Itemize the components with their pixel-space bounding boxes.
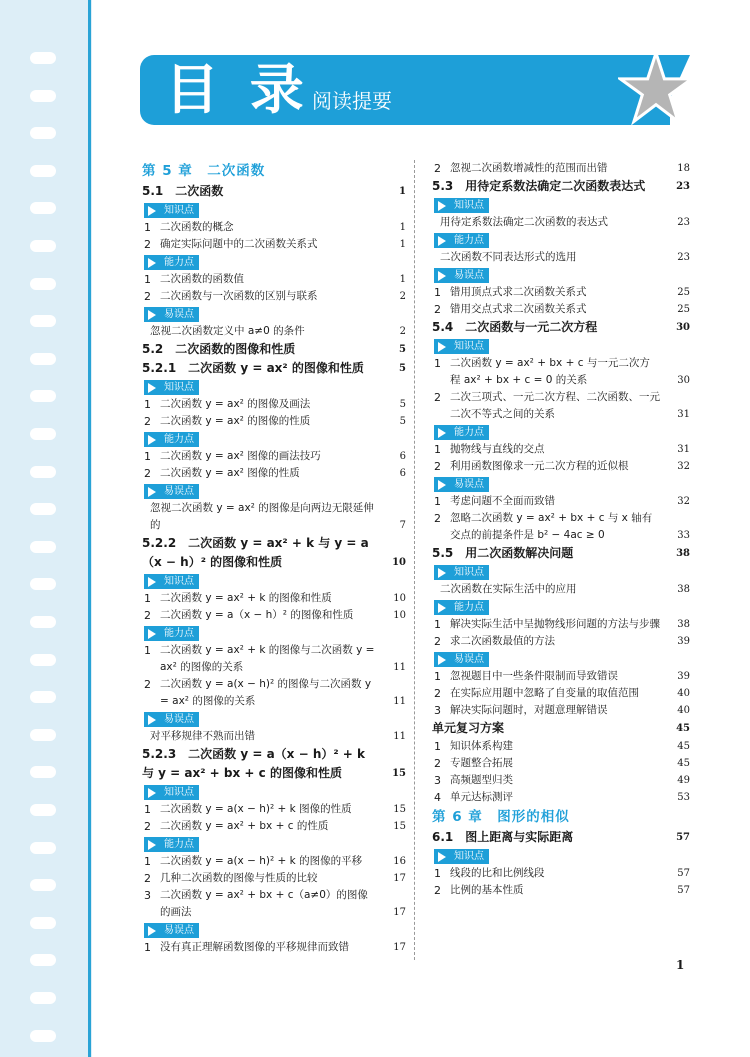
category-tag-row bbox=[432, 196, 690, 214]
toc-item bbox=[142, 465, 406, 482]
binder-hole bbox=[30, 1030, 56, 1042]
toc-entry-text: 二次函数与一次函数的区别与联系 bbox=[160, 290, 318, 302]
category-tag: 能力点 bbox=[144, 432, 199, 447]
toc-page-number: 10 bbox=[393, 593, 406, 604]
toc-entry-text: 抛物线与直线的交点 bbox=[450, 443, 545, 455]
category-tag-row bbox=[142, 482, 406, 500]
category-tag-row bbox=[142, 710, 406, 728]
toc-item bbox=[432, 702, 690, 719]
toc-item bbox=[432, 772, 690, 789]
category-tag: 知识点 bbox=[434, 198, 489, 213]
toc-page-number: 45 bbox=[676, 723, 690, 734]
toc-page-number: 1 bbox=[399, 222, 406, 233]
binder-hole bbox=[30, 992, 56, 1004]
binder-hole bbox=[30, 691, 56, 703]
toc-page-number: 23 bbox=[677, 252, 690, 263]
toc-page-number: 15 bbox=[392, 768, 406, 779]
toc-entry-text: 忽视二次函数增减性的范围而出错 bbox=[450, 162, 608, 174]
toc-page-number: 17 bbox=[393, 907, 406, 918]
page-number: 1 bbox=[676, 958, 685, 972]
toc-entry-text: 5.2.3 二次函数 y = a（x − h）² + k 与 y = ax² + bx + c 的图像和性质 bbox=[142, 747, 366, 780]
toc-page-number: 17 bbox=[393, 942, 406, 953]
category-tag: 易误点 bbox=[434, 268, 489, 283]
toc-page-number: 5 bbox=[399, 344, 406, 355]
toc-page-number: 5 bbox=[399, 399, 406, 410]
toc-section bbox=[432, 318, 690, 337]
category-tag: 易误点 bbox=[434, 477, 489, 492]
category-tag-row bbox=[432, 231, 690, 249]
toc-entry-text: 利用函数图像求一元二次方程的近似根 bbox=[450, 460, 629, 472]
item-number: 2 bbox=[144, 678, 151, 691]
toc-plain bbox=[432, 581, 690, 598]
toc-item bbox=[142, 939, 406, 956]
toc-entry-text: 解决实际问题时，对题意理解错误 bbox=[450, 704, 608, 716]
toc-entry-text: 5.2 二次函数的图像和性质 bbox=[142, 342, 296, 356]
toc-item bbox=[432, 355, 690, 389]
toc-page-number: 57 bbox=[677, 868, 690, 879]
toc-page-number: 38 bbox=[677, 619, 690, 630]
category-tag: 易误点 bbox=[144, 923, 199, 938]
toc-entry-text: 二次函数 y = ax² + bx + c（a≠0）的图像的画法 bbox=[160, 889, 368, 918]
toc-page-number: 49 bbox=[677, 775, 690, 786]
category-tag-row bbox=[142, 430, 406, 448]
item-number: 1 bbox=[144, 803, 151, 816]
binder-hole bbox=[30, 466, 56, 478]
toc-item bbox=[432, 668, 690, 685]
item-number: 2 bbox=[144, 467, 151, 480]
item-number: 1 bbox=[434, 286, 441, 299]
category-tag: 知识点 bbox=[144, 785, 199, 800]
toc-item bbox=[142, 413, 406, 430]
binder-hole bbox=[30, 654, 56, 666]
toc-section bbox=[432, 828, 690, 847]
category-tag-row bbox=[142, 783, 406, 801]
category-tag-row bbox=[142, 253, 406, 271]
toc-entry-text: 二次函数 y = a(x − h)² 的图像与二次函数 y = ax² 的图像的关系 bbox=[160, 678, 372, 707]
toc-page-number: 30 bbox=[676, 322, 690, 333]
item-number: 1 bbox=[434, 357, 441, 370]
category-tag-row bbox=[432, 475, 690, 493]
toc-entry-text: 忽视题目中一些条件限制而导致错误 bbox=[450, 670, 618, 682]
category-tag-row bbox=[432, 847, 690, 865]
toc-entry-text: 求二次函数最值的方法 bbox=[450, 635, 555, 647]
toc-entry-text: 忽略二次函数 y = ax² + bx + c 与 x 轴有交点的前提条件是 b² − 4ac ≥ 0 bbox=[450, 512, 653, 541]
toc-page-number: 5 bbox=[399, 416, 406, 427]
toc-page-number: 53 bbox=[677, 792, 690, 803]
toc-section bbox=[432, 719, 690, 738]
toc-entry-text: 6.1 图上距离与实际距离 bbox=[432, 830, 574, 844]
binder-hole bbox=[30, 390, 56, 402]
category-tag-row bbox=[142, 572, 406, 590]
item-number: 3 bbox=[434, 774, 441, 787]
item-number: 1 bbox=[434, 740, 441, 753]
toc-item bbox=[432, 685, 690, 702]
toc-item bbox=[432, 616, 690, 633]
binder-hole bbox=[30, 428, 56, 440]
category-tag-row bbox=[142, 921, 406, 939]
toc-item bbox=[432, 441, 690, 458]
toc-entry-text: 二次函数 y = ax² 图像的性质 bbox=[160, 467, 300, 479]
toc-entry-text: 单元达标测评 bbox=[450, 791, 513, 803]
item-number: 2 bbox=[144, 238, 151, 251]
toc-page-number: 25 bbox=[677, 304, 690, 315]
category-tag: 能力点 bbox=[434, 600, 489, 615]
toc-page-number: 6 bbox=[399, 451, 406, 462]
page-title: 目 录 bbox=[165, 58, 310, 121]
toc-entry-text: 二次函数 y = a（x − h）² 的图像和性质 bbox=[160, 609, 354, 621]
toc-entry-text: 二次函数的函数值 bbox=[160, 273, 244, 285]
toc-section bbox=[142, 340, 406, 359]
category-tag: 知识点 bbox=[434, 849, 489, 864]
toc-entry-text: 二次函数的概念 bbox=[160, 221, 234, 233]
category-tag-row bbox=[432, 563, 690, 581]
toc-page-number: 33 bbox=[677, 530, 690, 541]
item-number: 1 bbox=[434, 618, 441, 631]
toc-page-number: 31 bbox=[677, 444, 690, 455]
toc-page-number: 25 bbox=[677, 287, 690, 298]
toc-page-number: 23 bbox=[676, 181, 690, 192]
toc-item bbox=[432, 458, 690, 475]
binder-hole bbox=[30, 240, 56, 252]
toc-page-number: 39 bbox=[677, 636, 690, 647]
binder-hole bbox=[30, 842, 56, 854]
category-tag-row bbox=[432, 266, 690, 284]
category-tag: 易误点 bbox=[144, 307, 199, 322]
toc-item bbox=[142, 887, 406, 921]
toc-page-number: 57 bbox=[676, 832, 690, 843]
item-number: 3 bbox=[144, 889, 151, 902]
toc-page-number: 10 bbox=[392, 557, 406, 568]
toc-page-number: 2 bbox=[399, 291, 406, 302]
column-divider bbox=[414, 160, 415, 960]
item-number: 1 bbox=[434, 867, 441, 880]
toc-plain bbox=[432, 214, 690, 231]
binder-hole bbox=[30, 917, 56, 929]
toc-entry-text: 5.2.1 二次函数 y = ax² 的图像和性质 bbox=[142, 361, 364, 375]
toc-entry-text: 几种二次函数的图像与性质的比较 bbox=[160, 872, 318, 884]
toc-item bbox=[432, 865, 690, 882]
toc-item bbox=[432, 738, 690, 755]
toc-sub bbox=[142, 534, 406, 572]
toc-entry-text: 二次函数在实际生活中的应用 bbox=[440, 583, 577, 595]
toc-entry-text: 比例的基本性质 bbox=[450, 884, 524, 896]
toc-entry-text: 错用交点式求二次函数关系式 bbox=[450, 303, 587, 315]
toc-entry-text: 用待定系数法确定二次函数的表达式 bbox=[440, 216, 608, 228]
toc-plain bbox=[142, 323, 406, 340]
toc-entry-text: 解决实际生活中呈抛物线形问题的方法与步骤 bbox=[450, 618, 660, 630]
toc-item bbox=[142, 642, 406, 676]
toc-entry-text: 二次函数 y = ax² + k 的图像与二次函数 y = ax² 的图像的关系 bbox=[160, 644, 375, 673]
category-tag: 知识点 bbox=[144, 380, 199, 395]
item-number: 1 bbox=[144, 855, 151, 868]
toc-entry-text: 5.5 用二次函数解决问题 bbox=[432, 546, 574, 560]
toc-entry-text: 高频题型归类 bbox=[450, 774, 513, 786]
toc-entry-text: 第 6 章 图形的相似 bbox=[432, 809, 570, 825]
toc-entry-text: 二次函数 y = ax² 图像的画法技巧 bbox=[160, 450, 321, 462]
toc-page-number: 40 bbox=[677, 688, 690, 699]
toc-item bbox=[432, 160, 690, 177]
item-number: 1 bbox=[144, 941, 151, 954]
category-tag: 能力点 bbox=[434, 425, 489, 440]
item-number: 1 bbox=[144, 273, 151, 286]
binder-hole bbox=[30, 879, 56, 891]
category-tag: 知识点 bbox=[144, 203, 199, 218]
toc-item bbox=[432, 301, 690, 318]
category-tag-row bbox=[142, 305, 406, 323]
toc-left-column bbox=[142, 160, 406, 956]
toc-item bbox=[432, 493, 690, 510]
binder-hole bbox=[30, 503, 56, 515]
toc-entry-text: 单元复习方案 bbox=[432, 721, 505, 735]
item-number: 2 bbox=[434, 757, 441, 770]
toc-item bbox=[432, 389, 690, 423]
toc-entry-text: 5.3 用待定系数法确定二次函数表达式 bbox=[432, 179, 646, 193]
item-number: 2 bbox=[144, 415, 151, 428]
binder-hole bbox=[30, 766, 56, 778]
toc-entry-text: 第 5 章 二次函数 bbox=[142, 163, 266, 179]
toc-page-number: 11 bbox=[393, 731, 406, 742]
toc-page-number: 38 bbox=[677, 584, 690, 595]
item-number: 2 bbox=[434, 687, 441, 700]
category-tag: 易误点 bbox=[434, 652, 489, 667]
toc-item bbox=[432, 510, 690, 544]
toc-entry-text: 5.1 二次函数 bbox=[142, 184, 224, 198]
category-tag-row bbox=[432, 650, 690, 668]
toc-entry-text: 知识体系构建 bbox=[450, 740, 513, 752]
toc-page-number: 57 bbox=[677, 885, 690, 896]
item-number: 1 bbox=[144, 221, 151, 234]
category-tag: 能力点 bbox=[144, 837, 199, 852]
toc-entry-text: 错用顶点式求二次函数关系式 bbox=[450, 286, 587, 298]
toc-page-number: 30 bbox=[677, 375, 690, 386]
category-tag: 能力点 bbox=[144, 626, 199, 641]
item-number: 1 bbox=[434, 495, 441, 508]
binder-hole bbox=[30, 278, 56, 290]
toc-entry-text: 在实际应用题中忽略了自变量的取值范围 bbox=[450, 687, 639, 699]
toc-item bbox=[142, 853, 406, 870]
binder-hole bbox=[30, 578, 56, 590]
toc-page-number: 5 bbox=[399, 363, 406, 374]
toc-page-number: 18 bbox=[677, 163, 690, 174]
toc-entry-text: 考虑问题不全面而致错 bbox=[450, 495, 555, 507]
toc-section bbox=[142, 182, 406, 201]
binder-hole bbox=[30, 52, 56, 64]
binder-hole bbox=[30, 729, 56, 741]
category-tag: 知识点 bbox=[144, 574, 199, 589]
category-tag-row bbox=[432, 423, 690, 441]
toc-chapter bbox=[142, 160, 406, 182]
toc-page-number: 11 bbox=[393, 662, 406, 673]
toc-plain bbox=[142, 728, 406, 745]
toc-right-column bbox=[432, 160, 690, 899]
toc-page-number: 2 bbox=[399, 326, 406, 337]
item-number: 1 bbox=[434, 443, 441, 456]
item-number: 2 bbox=[144, 820, 151, 833]
item-number: 2 bbox=[434, 512, 441, 525]
toc-page-number: 16 bbox=[393, 856, 406, 867]
item-number: 2 bbox=[434, 635, 441, 648]
toc-page-number: 7 bbox=[399, 520, 406, 531]
item-number: 1 bbox=[144, 644, 151, 657]
toc-entry-text: 忽视二次函数 y = ax² 的图像是向两边无限延伸的 bbox=[150, 502, 374, 531]
item-number: 2 bbox=[434, 391, 441, 404]
category-tag: 易误点 bbox=[144, 484, 199, 499]
toc-page-number: 32 bbox=[677, 496, 690, 507]
toc-entry-text: 二次函数 y = ax² 的图像的性质 bbox=[160, 415, 311, 427]
category-tag-row bbox=[432, 337, 690, 355]
toc-entry-text: 二次函数 y = a(x − h)² + k 图像的性质 bbox=[160, 803, 352, 815]
toc-page-number: 45 bbox=[677, 741, 690, 752]
toc-entry-text: 二次函数 y = ax² 的图像及画法 bbox=[160, 398, 311, 410]
toc-page-number: 6 bbox=[399, 468, 406, 479]
toc-page-number: 17 bbox=[393, 873, 406, 884]
toc-sub bbox=[142, 359, 406, 378]
toc-entry-text: 5.4 二次函数与一元二次方程 bbox=[432, 320, 598, 334]
item-number: 1 bbox=[144, 398, 151, 411]
item-number: 2 bbox=[434, 460, 441, 473]
toc-page-number: 11 bbox=[393, 696, 406, 707]
star-icon bbox=[618, 50, 694, 126]
toc-entry-text: 二次函数 y = ax² + bx + c 的性质 bbox=[160, 820, 329, 832]
item-number: 2 bbox=[144, 872, 151, 885]
toc-page-number: 45 bbox=[677, 758, 690, 769]
toc-item bbox=[142, 219, 406, 236]
toc-item bbox=[142, 396, 406, 413]
toc-item bbox=[142, 676, 406, 710]
toc-entry-text: 忽视二次函数定义中 a≠0 的条件 bbox=[150, 325, 305, 337]
toc-item bbox=[432, 789, 690, 806]
toc-page-number: 10 bbox=[393, 610, 406, 621]
item-number: 1 bbox=[434, 670, 441, 683]
toc-entry-text: 二次函数 y = ax² + k 的图像和性质 bbox=[160, 592, 332, 604]
item-number: 1 bbox=[144, 592, 151, 605]
binder-hole bbox=[30, 616, 56, 628]
toc-page-number: 15 bbox=[393, 821, 406, 832]
toc-page-number: 23 bbox=[677, 217, 690, 228]
toc-item bbox=[432, 633, 690, 650]
item-number: 2 bbox=[434, 884, 441, 897]
binder-strip bbox=[0, 0, 92, 1057]
toc-chapter bbox=[432, 806, 690, 828]
toc-page-number: 1 bbox=[399, 274, 406, 285]
toc-item bbox=[142, 801, 406, 818]
toc-page-number: 15 bbox=[393, 804, 406, 815]
category-tag-row bbox=[142, 378, 406, 396]
item-number: 2 bbox=[434, 162, 441, 175]
toc-page-number: 38 bbox=[676, 548, 690, 559]
toc-page-number: 39 bbox=[677, 671, 690, 682]
item-number: 2 bbox=[434, 303, 441, 316]
toc-item bbox=[142, 870, 406, 887]
category-tag-row bbox=[432, 598, 690, 616]
toc-page-number: 1 bbox=[399, 186, 406, 197]
category-tag-row bbox=[142, 835, 406, 853]
category-tag: 知识点 bbox=[434, 565, 489, 580]
binder-hole bbox=[30, 353, 56, 365]
toc-item bbox=[142, 288, 406, 305]
toc-section bbox=[432, 544, 690, 563]
toc-item bbox=[432, 284, 690, 301]
binder-hole bbox=[30, 804, 56, 816]
page-subtitle: 阅读提要 bbox=[312, 89, 392, 113]
toc-item bbox=[432, 755, 690, 772]
category-tag: 易误点 bbox=[144, 712, 199, 727]
toc-entry-text: 二次函数 y = a(x − h)² + k 的图像的平移 bbox=[160, 855, 363, 867]
toc-entry-text: 确定实际问题中的二次函数关系式 bbox=[160, 238, 318, 250]
toc-entry-text: 对平移规律不熟而出错 bbox=[150, 730, 255, 742]
toc-entry-text: 没有真正理解函数图像的平移规律而致错 bbox=[160, 941, 349, 953]
category-tag-row bbox=[142, 624, 406, 642]
category-tag-row bbox=[142, 201, 406, 219]
toc-plain bbox=[142, 500, 406, 534]
item-number: 1 bbox=[144, 450, 151, 463]
toc-entry-text: 二次三项式、一元二次方程、二次函数、一元二次不等式之间的关系 bbox=[450, 391, 660, 420]
binder-hole bbox=[30, 127, 56, 139]
binder-hole bbox=[30, 202, 56, 214]
binder-hole bbox=[30, 315, 56, 327]
binder-edge-line bbox=[88, 0, 91, 1057]
toc-page-number: 1 bbox=[399, 239, 406, 250]
toc-entry-text: 二次函数 y = ax² + bx + c 与一元二次方程 ax² + bx + c = 0 的关系 bbox=[450, 357, 650, 386]
category-tag: 能力点 bbox=[144, 255, 199, 270]
toc-sub bbox=[142, 745, 406, 783]
toc-entry-text: 线段的比和比例线段 bbox=[450, 867, 545, 879]
category-tag: 能力点 bbox=[434, 233, 489, 248]
toc-page-number: 31 bbox=[677, 409, 690, 420]
item-number: 4 bbox=[434, 791, 441, 804]
toc-item bbox=[142, 607, 406, 624]
toc-page-number: 32 bbox=[677, 461, 690, 472]
toc-item bbox=[432, 882, 690, 899]
binder-hole bbox=[30, 165, 56, 177]
toc-item bbox=[142, 590, 406, 607]
toc-section bbox=[432, 177, 690, 196]
toc-entry-text: 二次函数不同表达形式的选用 bbox=[440, 251, 577, 263]
toc-item bbox=[142, 448, 406, 465]
item-number: 2 bbox=[144, 609, 151, 622]
toc-entry-text: 5.2.2 二次函数 y = ax² + k 与 y = a（x − h）² 的图像和性质 bbox=[142, 536, 369, 569]
toc-page-number: 40 bbox=[677, 705, 690, 716]
item-number: 3 bbox=[434, 704, 441, 717]
binder-hole bbox=[30, 541, 56, 553]
toc-item bbox=[142, 818, 406, 835]
toc-item bbox=[142, 236, 406, 253]
toc-entry-text: 专题整合拓展 bbox=[450, 757, 513, 769]
category-tag: 知识点 bbox=[434, 339, 489, 354]
toc-item bbox=[142, 271, 406, 288]
binder-hole bbox=[30, 954, 56, 966]
toc-plain bbox=[432, 249, 690, 266]
binder-hole bbox=[30, 90, 56, 102]
item-number: 2 bbox=[144, 290, 151, 303]
